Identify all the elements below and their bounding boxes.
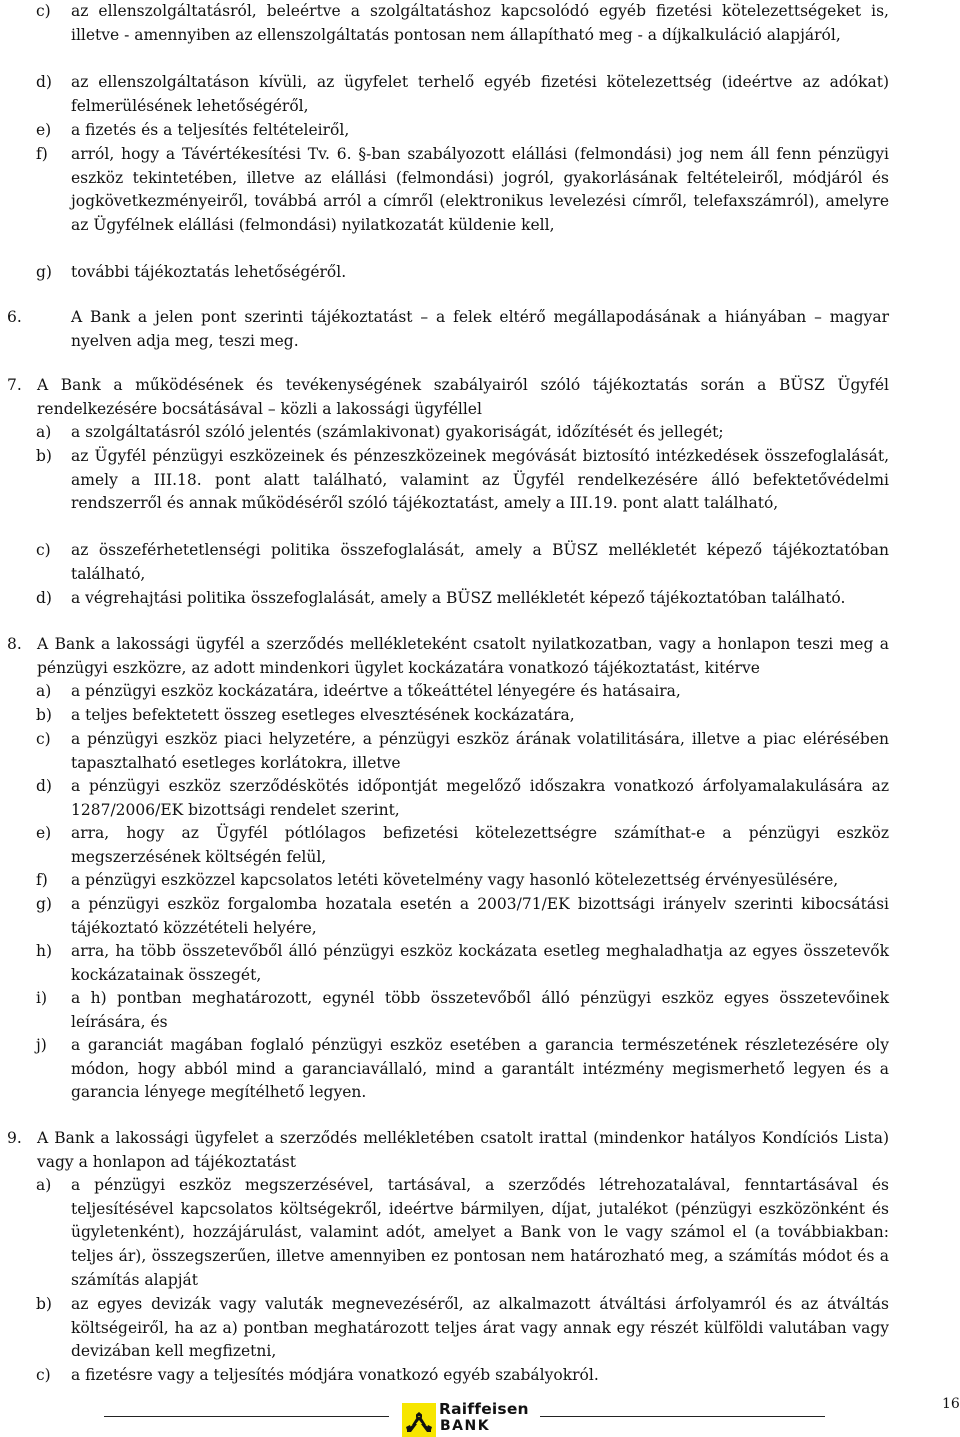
list-item-label: g) xyxy=(36,263,52,281)
list-item-text: a szolgáltatásról szóló jelentés (számlakivonat) gyakoriságát, időzítését és jellegét; xyxy=(71,423,724,441)
list-item-label: c) xyxy=(36,730,51,748)
list-item-label: c) xyxy=(36,541,51,559)
footer-rule-left xyxy=(104,1416,389,1417)
list-item-text: a pénzügyi eszköz megszerzésével, tartásával, a szerződés létrehozatalával, fenntartásával és teljesítésével kapcsolatos költségekről, ideértve bármilyen, díjat, jutalékot (pénzügyi eszközönként és ügyletenként), hozzájárulást, valamint adót, amelyet a Bank von le vagy számol el (a továbbiakban: teljes ár), összegszerűen, illetve amennyiben ez pontosan nem határozható meg, a számítás módot és a számítás alapját xyxy=(71,1176,889,1289)
page-number: 16 xyxy=(942,1396,960,1412)
list-item-text: a pénzügyi eszköz kockázatára, ideértve a tőkeáttétel lényegére és hatásaira, xyxy=(71,682,681,700)
logo-brand-subtitle: BANK xyxy=(440,1418,491,1434)
list-item-label: e) xyxy=(36,824,52,842)
footer-rule-right xyxy=(540,1416,825,1417)
list-item-text: arról, hogy a Távértékesítési Tv. 6. §-ban szabályozott elállási (felmondási) jog nem áll fenn pénzügyi eszköz tekintetében, illetve az elállási (felmondási) jogról, gyakorlásának feltételeiről, módjáról és jogkövetkezményeiről, továbbá arról a címről (elektronikus levelezési címről, telefaxszámról), amelyre az Ügyfélnek elállási (felmondási) nyilatkozatát küldenie kell, xyxy=(71,145,889,235)
raiffeisen-bank-logo xyxy=(402,1401,528,1437)
list-item-text: a pénzügyi eszközzel kapcsolatos letéti követelmény vagy hasonló kötelezettség érvényesülésére, xyxy=(71,871,839,889)
list-item-text: további tájékoztatás lehetőségéről. xyxy=(71,263,347,281)
list-item-text: az ellenszolgáltatáson kívüli, az ügyfelet terhelő egyéb fizetési kötelezettség (ideértve az adókat) felmerülésének lehetőségéről, xyxy=(71,73,889,115)
list-item-text: a h) pontban meghatározott, egynél több összetevőből álló pénzügyi eszköz egyes összetevőinek leírására, és xyxy=(71,989,889,1031)
list-item-label: a) xyxy=(36,423,52,441)
list-item-label: a) xyxy=(36,1176,52,1194)
list-item-label: f) xyxy=(36,145,48,163)
raiffeisen-crossed-horse-heads-icon xyxy=(402,1403,436,1437)
list-item-label: d) xyxy=(36,589,52,607)
section-number: 6. xyxy=(7,308,22,326)
section-text: A Bank a jelen pont szerinti tájékoztatást – a felek eltérő megállapodásának a hiányában – magyar nyelven adja meg, teszi meg. xyxy=(71,308,889,350)
list-item-label: j) xyxy=(36,1036,47,1054)
list-item-text: az egyes devizák vagy valuták megnevezéséről, az alkalmazott átváltási árfolyamról és az átváltás költségeiről, ha az a) pontban meghatározott teljes árat vagy annak egy részét külföldi valutában vagy devizában kell megfizetni, xyxy=(71,1295,889,1361)
list-item-text: az Ügyfél pénzügyi eszközeinek és pénzeszközeinek megóvását biztosító intézkedések összefoglalását, amely a III.18. pont alatt található, valamint az Ügyfél rendelkezésére álló befektetővédelmi rendszerről és annak működéséről szóló tájékoztatást, amely a III.19. pont alatt található, xyxy=(71,447,889,513)
list-item-text: a fizetés és a teljesítés feltételeiről, xyxy=(71,121,350,139)
list-item-label: c) xyxy=(36,1366,51,1384)
list-item-label: i) xyxy=(36,989,48,1007)
list-item-label: d) xyxy=(36,73,52,91)
list-item-text: a végrehajtási politika összefoglalását, amely a BÜSZ mellékletét képező tájékoztatóban található. xyxy=(71,589,846,607)
list-item-label: b) xyxy=(36,706,52,724)
list-item-text: arra, hogy az Ügyfél pótlólagos befizetési kötelezettségre számíthat-e a pénzügyi eszköz megszerzésének költségén felül, xyxy=(71,824,889,866)
list-item-text: a teljes befektetett összeg esetleges elvesztésének kockázatára, xyxy=(71,706,575,724)
list-item-text: az összeférhetetlenségi politika összefoglalását, amely a BÜSZ mellékletét képező tájékoztatóban található, xyxy=(71,541,889,583)
section-number: 8. xyxy=(7,635,22,653)
list-item-text: a pénzügyi eszköz piaci helyzetére, a pénzügyi eszköz árának volatilitására, illetve a piac elérésében tapasztalható esetleges korlátokra, illetve xyxy=(71,730,889,772)
logo-brand-name: Raiffeisen xyxy=(439,1400,529,1418)
section-intro: A Bank a működésének és tevékenységének szabályairól szóló tájékoztatás során a BÜSZ Ügyfél rendelkezésére bocsátásával – közli a lakossági ügyféllel xyxy=(37,376,889,418)
section-intro: A Bank a lakossági ügyfél a szerződés mellékleteként csatolt nyilatkozatban, vagy a honlapon teszi meg a pénzügyi eszközre, az adott mindenkori ügylet kockázatára vonatkozó tájékoztatást, kitérve xyxy=(37,635,889,677)
list-item-text: a pénzügyi eszköz forgalomba hozatala esetén a 2003/71/EK bizottsági irányelv szerinti kibocsátási tájékoztató közzétételi helyére, xyxy=(71,895,889,937)
list-item-text: a garanciát magában foglaló pénzügyi eszköz esetében a garancia természetének részletezésére oly módon, hogy abból mind a garanciavállaló, mind a garantált intézmény megismerhető legyen és a garancia lényege megítélhető legyen. xyxy=(71,1036,889,1102)
list-item-text: arra, ha több összetevőből álló pénzügyi eszköz kockázata esetleg meghaladhatja az egyes összetevők kockázatainak összegét, xyxy=(71,942,889,984)
list-item-text: a pénzügyi eszköz szerződéskötés időpontját megelőző időszakra vonatkozó árfolyamalakulására az 1287/2006/EK bizottsági rendelet szerint, xyxy=(71,777,889,819)
list-item-label: b) xyxy=(36,1295,52,1313)
list-item-label: f) xyxy=(36,871,48,889)
list-item-text: a fizetésre vagy a teljesítés módjára vonatkozó egyéb szabályokról. xyxy=(71,1366,599,1384)
list-item-text: az ellenszolgáltatásról, beleértve a szolgáltatáshoz kapcsolódó egyéb fizetési kötelezettségeket is, illetve - amennyiben az ellenszolgáltatás pontosan nem állapítható meg - a díjkalkuláció alapjáról, xyxy=(71,2,889,44)
section-number: 9. xyxy=(7,1129,22,1147)
list-item-label: b) xyxy=(36,447,52,465)
list-item-label: c) xyxy=(36,2,51,20)
list-item-label: a) xyxy=(36,682,52,700)
list-item-label: g) xyxy=(36,895,52,913)
section-number: 7. xyxy=(7,376,22,394)
list-item-label: d) xyxy=(36,777,52,795)
list-item-label: e) xyxy=(36,121,52,139)
list-item-label: h) xyxy=(36,942,53,960)
section-intro: A Bank a lakossági ügyfelet a szerződés mellékletében csatolt irattal (mindenkor hatályos Kondíciós Lista) vagy a honlapon ad tájékoztatást xyxy=(37,1129,889,1171)
